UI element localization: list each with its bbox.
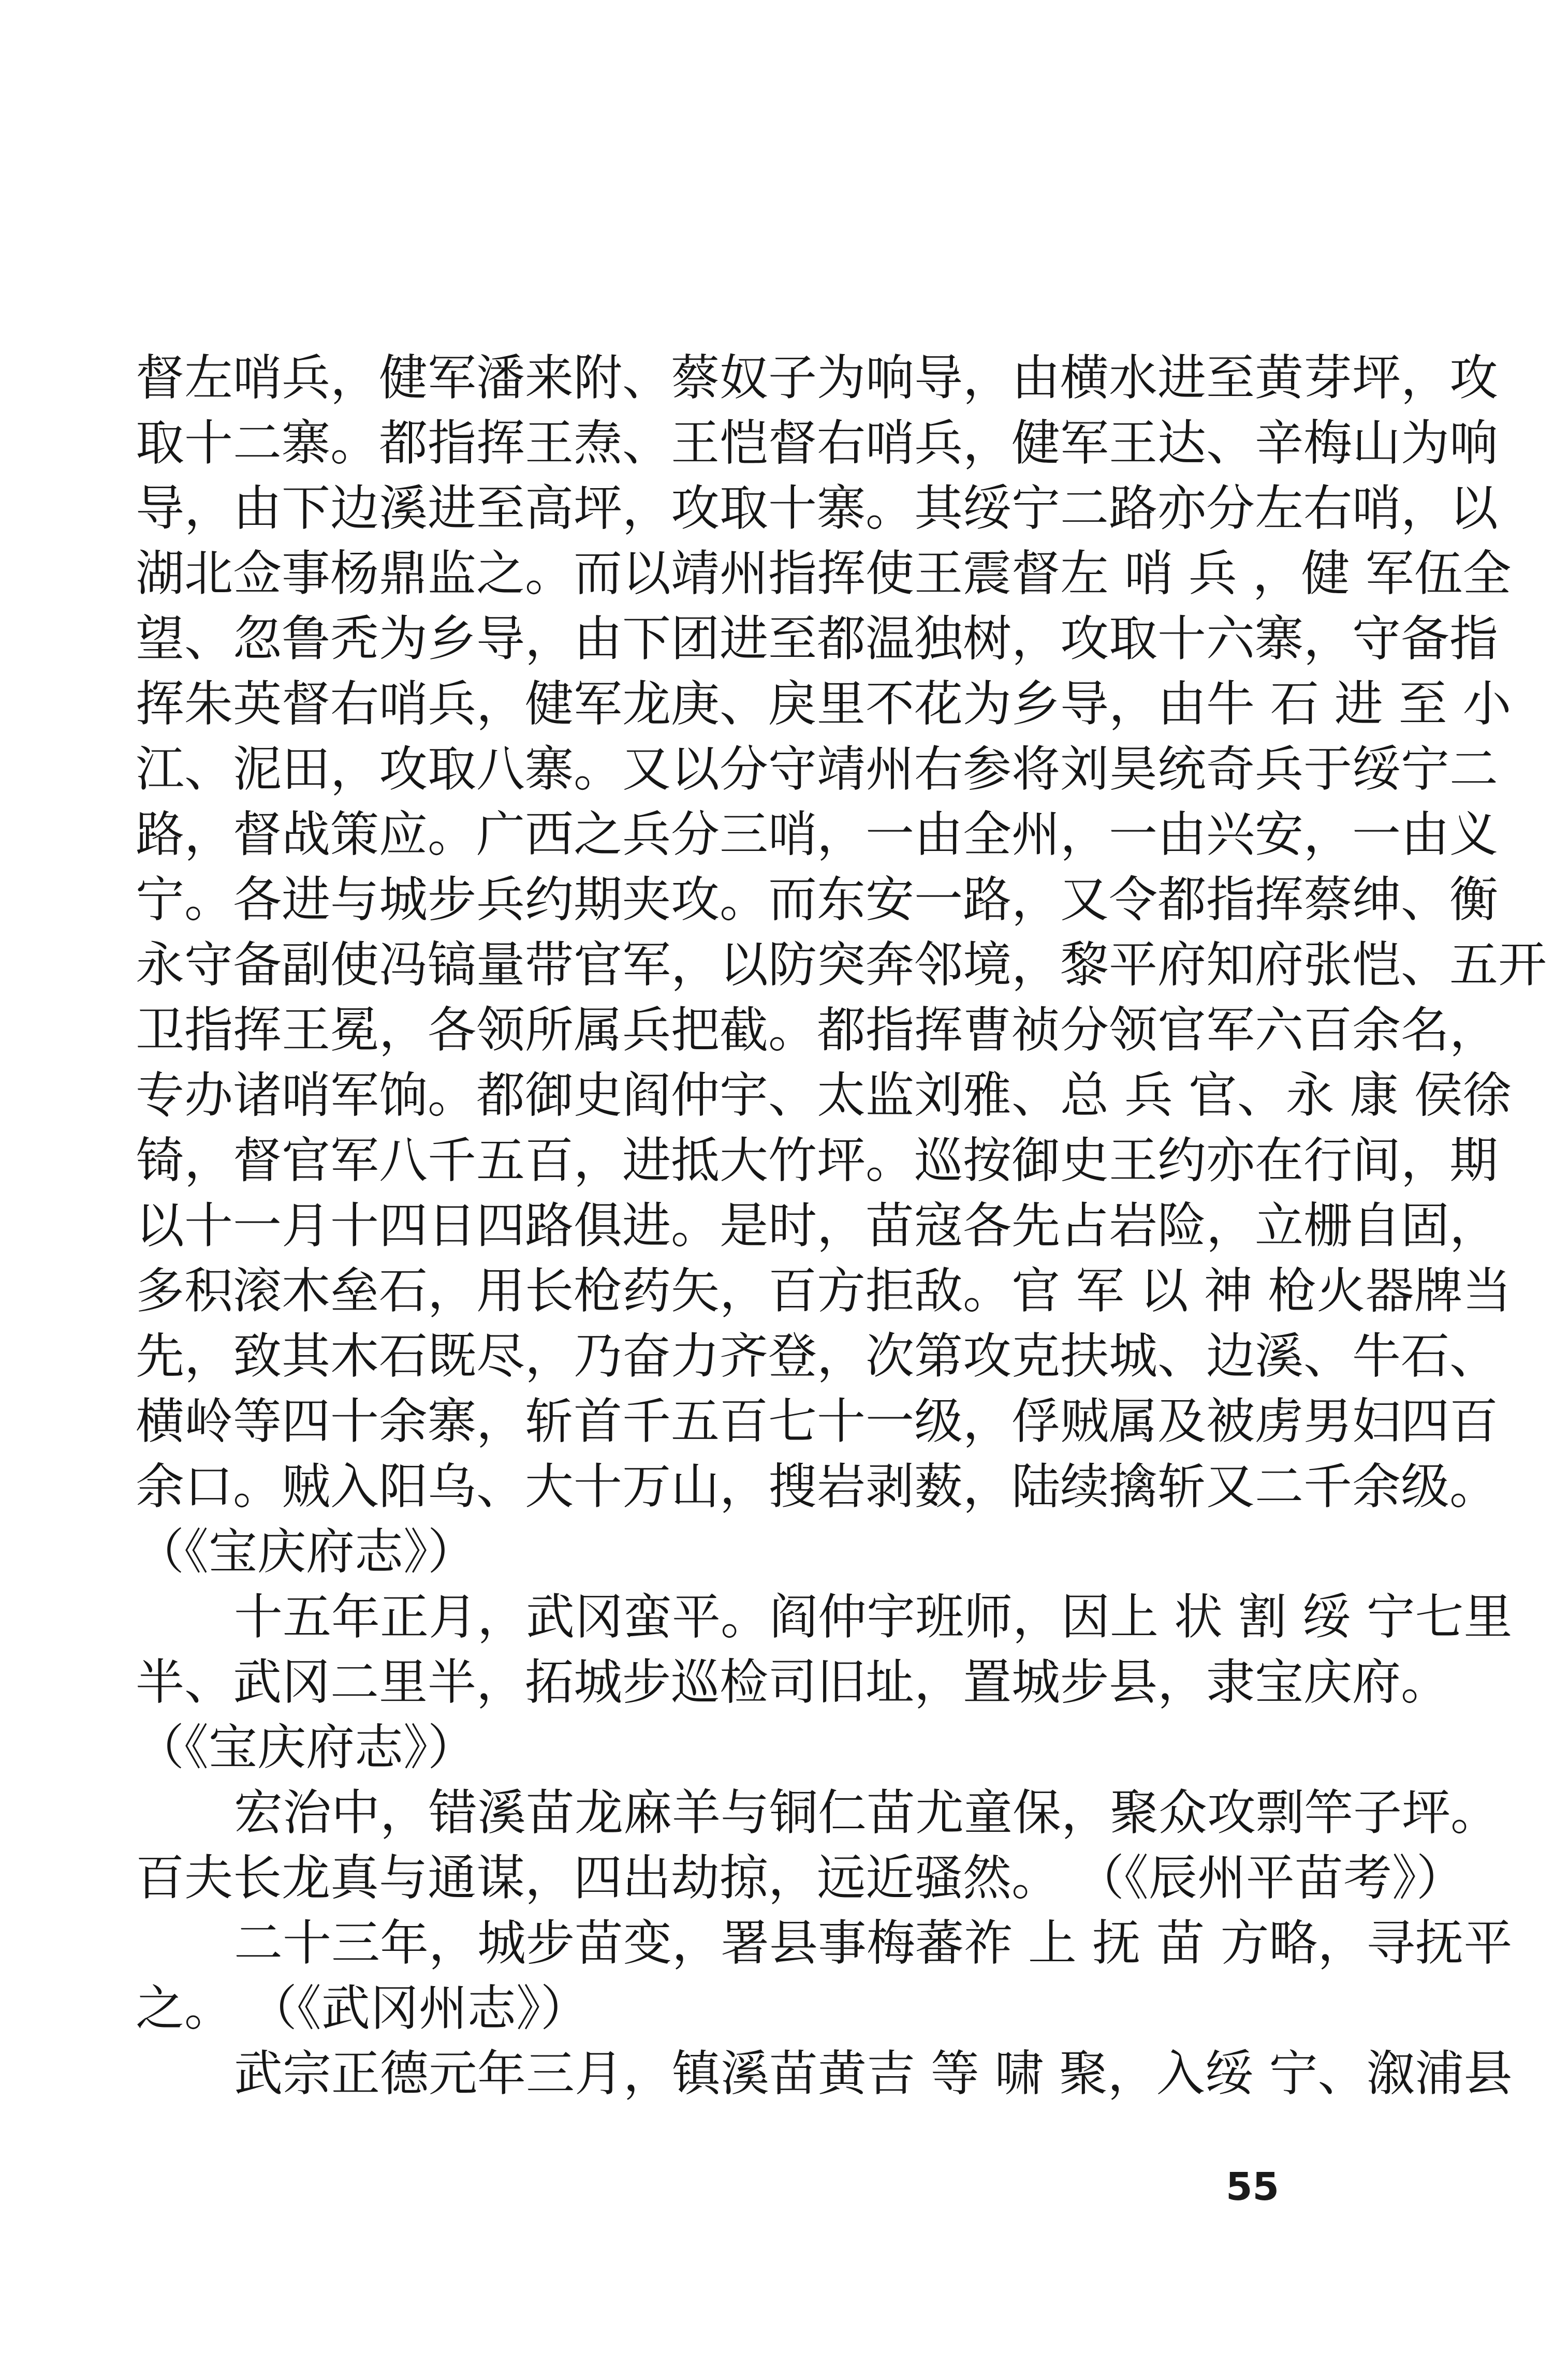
text-line: 湖北佥事杨鼎监之。而以靖州指挥使王震督左 哨 兵 ，健 军伍全 <box>136 546 1512 602</box>
text-line: 之。 （《武冈州志》） <box>136 1980 589 2037</box>
page-number: 55 <box>1226 2165 1279 2209</box>
text-line: 百夫长龙真与通谋，四出劫掠，远近骚然。 （《辰州平苗考》） <box>136 1850 1465 1906</box>
body-text <box>136 346 1547 2107</box>
source-citation: （《宝庆府志》） <box>136 1524 477 1580</box>
text-line: 望、忽鲁秃为乡导，由下团进至都温独树，攻取十六寨，守备指 <box>136 611 1499 667</box>
source-citation: （《宝庆府志》） <box>136 1720 477 1776</box>
text-line: 挥朱英督右哨兵，健军龙庚、戾里不花为乡导，由牛 石 进 至 小 <box>136 676 1512 732</box>
text-line: 武宗正德元年三月，镇溪苗黄吉 等 啸 聚，入绥 宁、溆浦县 <box>234 2046 1513 2102</box>
text-line: 横岭等四十余寨，斩首千五百七十一级，俘贼属及被虏男妇四百 <box>136 1393 1499 1450</box>
text-line: 取十二寨。都指挥王焘、王恺督右哨兵，健军王达、辛梅山为响 <box>136 415 1499 472</box>
text-line: 二十三年，城步苗变，署县事梅蕃祚 上 抚 苗 方略，寻抚平 <box>234 1915 1513 1972</box>
text-line: 半、武冈二里半，拓城步巡检司旧址，置城步县，隶宝庆府。 <box>136 1654 1450 1711</box>
text-line: 卫指挥王冕，各领所属兵把截。都指挥曹祯分领官军六百余名， <box>136 1002 1499 1059</box>
text-line: 十五年正月，武冈蛮平。阎仲宇班师，因上 状 割 绥 宁七里 <box>234 1589 1513 1646</box>
text-line: 宏治中，错溪苗龙麻羊与铜仁苗尤童保，聚众攻剽竿子坪。 <box>234 1785 1500 1841</box>
text-line: 宁。各进与城步兵约期夹攻。而东安一路，又令都指挥蔡绅、衡 <box>136 872 1499 928</box>
text-line: 永守备副使冯镐量带官军，以防突奔邻境，黎平府知府张恺、五开 <box>136 937 1547 993</box>
text-line: 路，督战策应。广西之兵分三哨，一由全州，一由兴安，一由义 <box>136 806 1499 863</box>
text-line: 锜，督官军八千五百，进抵大竹坪。巡按御史王约亦在行间，期 <box>136 1133 1499 1189</box>
text-line: 江、泥田，攻取八寨。又以分守靖州右参将刘昊统奇兵于绥宁二 <box>136 741 1499 798</box>
text-line: 督左哨兵，健军潘来附、蔡奴子为响导，由横水进至黄芽坪，攻 <box>136 350 1499 406</box>
text-line: 以十一月十四日四路俱进。是时，苗寇各先占岩险，立栅自固， <box>136 1198 1499 1254</box>
text-line: 导，由下边溪进至高坪，攻取十寨。其绥宁二路亦分左右哨，以 <box>136 480 1499 537</box>
text-line: 先，致其木石既尽，乃奋力齐登，次第攻克扶城、边溪、牛石、 <box>136 1328 1499 1385</box>
text-line: 余口。贼入阳乌、大十万山，搜岩剥薮，陆续擒斩又二千余级。 <box>136 1459 1499 1515</box>
text-line: 专办诸哨军饷。都御史阎仲宇、太监刘雅、总 兵 官、永 康 侯徐 <box>136 1067 1512 1124</box>
text-line: 多积滚木垒石，用长枪药矢，百方拒敌。官 军 以 神 枪火器牌当 <box>136 1263 1512 1319</box>
